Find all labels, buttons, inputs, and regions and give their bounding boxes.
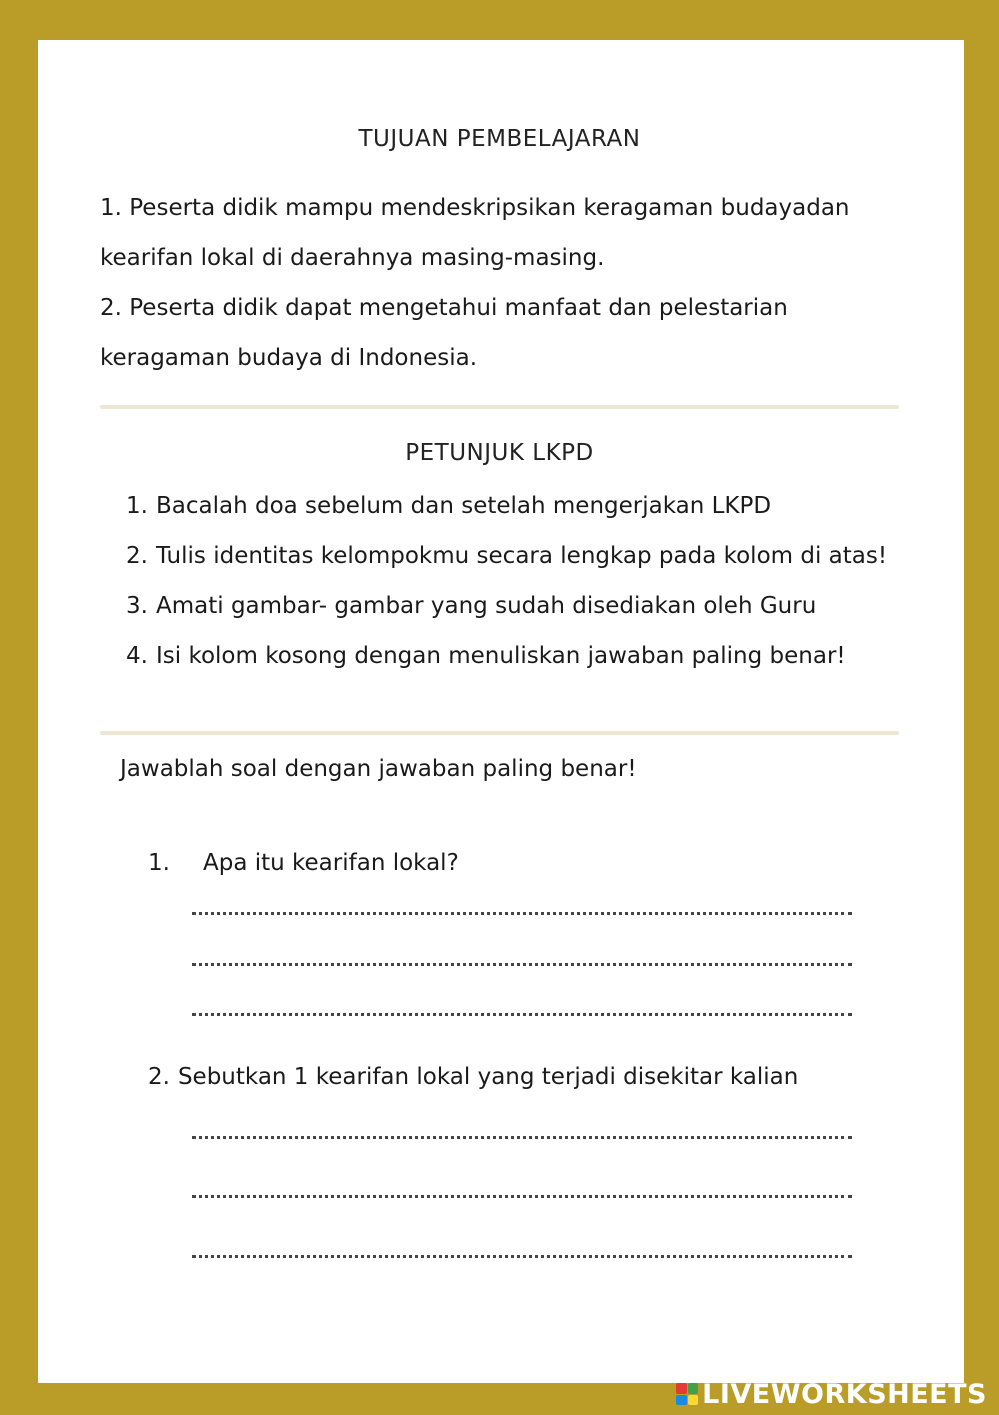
objective-line-1: 1. Peserta didik mampu mendeskripsikan keragaman budayadan — [100, 195, 850, 221]
liveworksheets-logo — [676, 1379, 987, 1409]
question-number: 1. — [148, 850, 170, 876]
question-text: Apa itu kearifan lokal? — [203, 850, 459, 876]
answer-line[interactable] — [192, 1255, 852, 1258]
instruction-text: Bacalah doa sebelum dan setelah mengerjakan LKPD — [156, 493, 772, 519]
instruction-text: Amati gambar- gambar yang sudah disediakan oleh Guru — [156, 593, 817, 619]
objectives-title: TUJUAN PEMBELAJARAN — [358, 126, 641, 152]
section-divider — [100, 731, 899, 735]
answer-line[interactable] — [192, 963, 852, 966]
instruction-text: Isi kolom kosong dengan menuliskan jawaban paling benar! — [156, 643, 846, 669]
questions-intro: Jawablah soal dengan jawaban paling benar! — [120, 756, 637, 782]
answer-line[interactable] — [192, 912, 852, 915]
objective-line-3: 2. Peserta didik dapat mengetahui manfaat dan pelestarian — [100, 295, 788, 321]
worksheet-page — [38, 40, 964, 1383]
answer-line[interactable] — [192, 1195, 852, 1198]
objective-line-2: kearifan lokal di daerahnya masing-masing. — [100, 245, 605, 271]
section-divider — [100, 405, 899, 409]
logo-text: LIVEWORKSHEETS — [702, 1378, 987, 1410]
instruction-number: 1. — [126, 493, 148, 519]
instruction-number: 3. — [126, 593, 148, 619]
instruction-item — [126, 593, 816, 619]
liveworksheets-logo-icon — [676, 1383, 698, 1405]
instruction-number: 4. — [126, 643, 148, 669]
instruction-text: Tulis identitas kelompokmu secara lengkap pada kolom di atas! — [156, 543, 888, 569]
question-2 — [148, 1064, 798, 1090]
instruction-number: 2. — [126, 543, 148, 569]
instructions-title: PETUNJUK LKPD — [405, 440, 594, 466]
instruction-item — [126, 543, 887, 569]
question-number: 2. — [148, 1064, 170, 1090]
answer-line[interactable] — [192, 1136, 852, 1139]
instruction-item — [126, 643, 846, 669]
question-text: Sebutkan 1 kearifan lokal yang terjadi disekitar kalian — [177, 1064, 799, 1090]
answer-line[interactable] — [192, 1013, 852, 1016]
objective-line-4: keragaman budaya di Indonesia. — [100, 345, 478, 371]
instruction-item — [126, 493, 771, 519]
question-1 — [148, 850, 459, 876]
